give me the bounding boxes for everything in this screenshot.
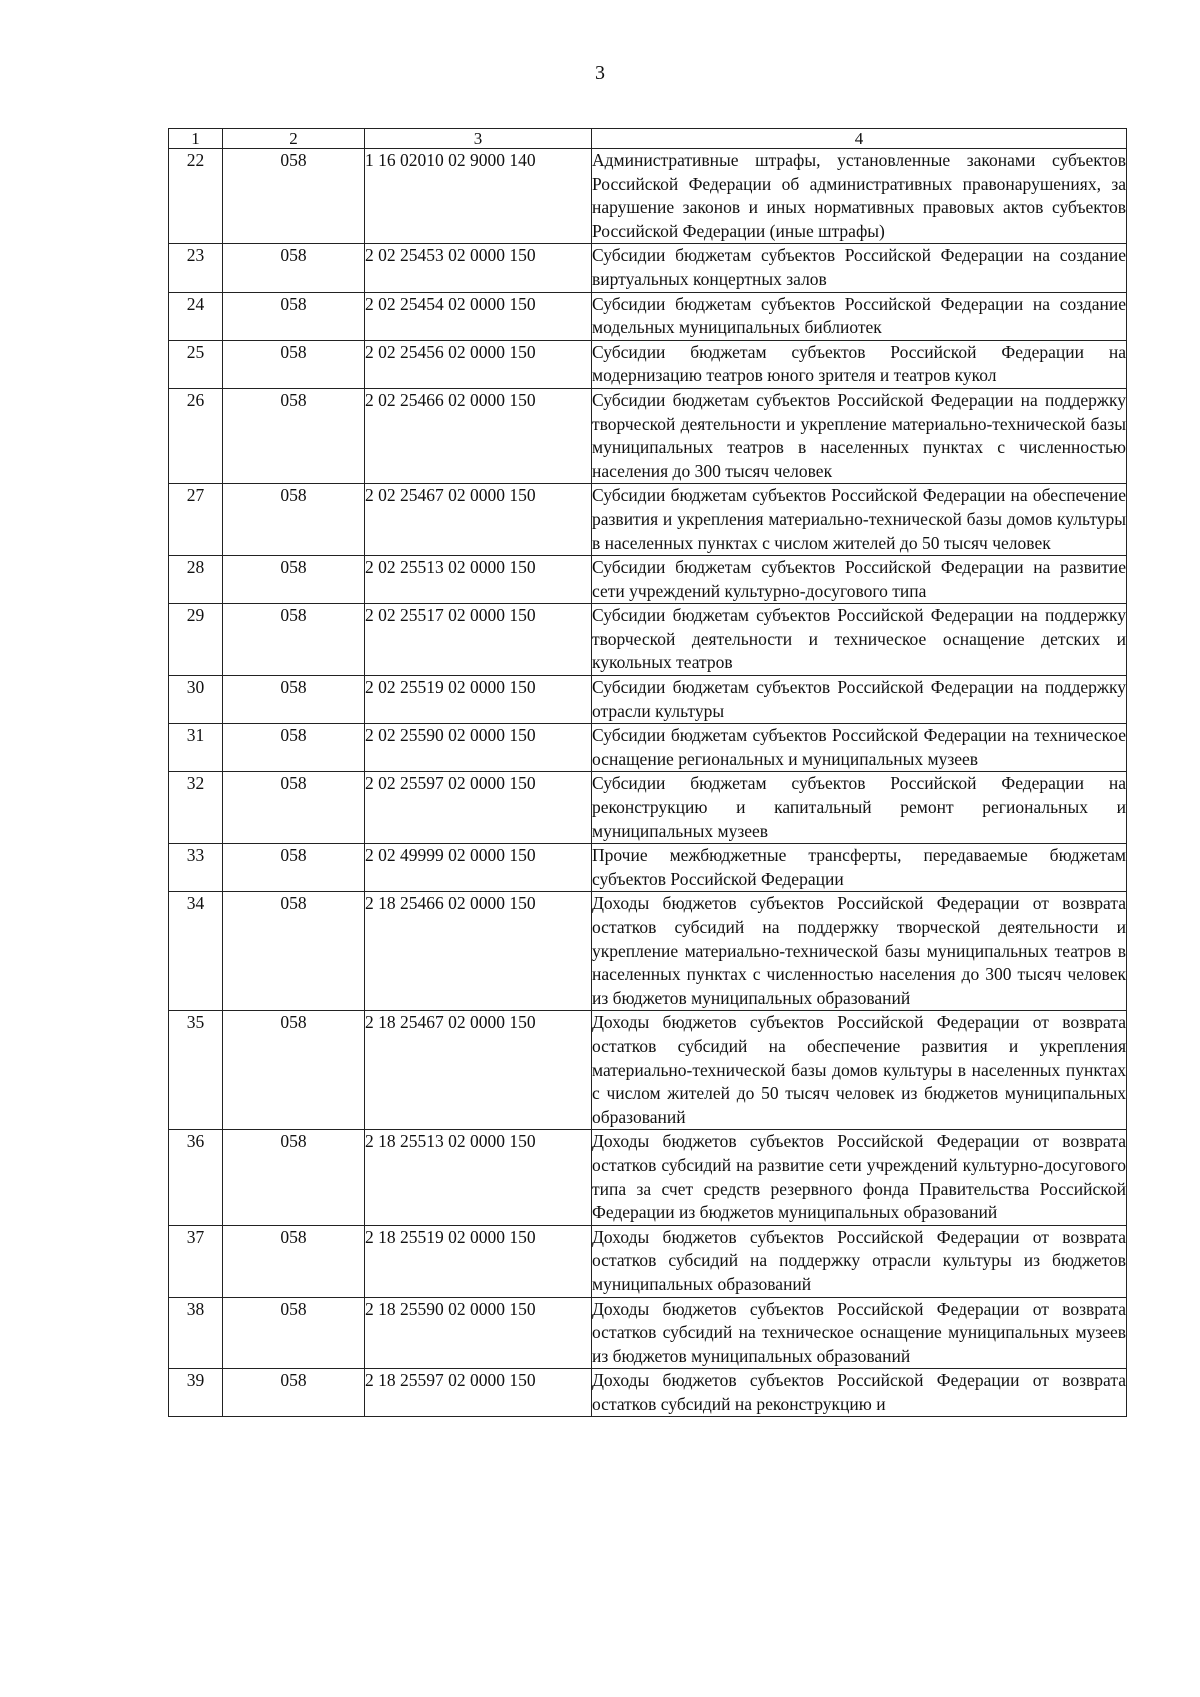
admin-code: 058 <box>223 388 365 483</box>
budget-classification-code: 2 18 25519 02 0000 150 <box>365 1225 592 1297</box>
revenue-name: Субсидии бюджетам субъектов Российской Федерации на реконструкцию и капитальный ремонт региональных и муниципальных музеев <box>592 772 1127 844</box>
row-number: 23 <box>169 244 223 292</box>
row-number: 39 <box>169 1369 223 1417</box>
revenue-name: Доходы бюджетов субъектов Российской Федерации от возврата остатков субсидий на техническое оснащение муниципальных музеев из бюджетов муниципальных образований <box>592 1297 1127 1369</box>
table-row <box>169 484 1127 556</box>
admin-code: 058 <box>223 1225 365 1297</box>
budget-classification-code: 2 02 25517 02 0000 150 <box>365 604 592 676</box>
row-number: 25 <box>169 340 223 388</box>
table-row <box>169 556 1127 604</box>
admin-code: 058 <box>223 676 365 724</box>
revenue-name: Субсидии бюджетам субъектов Российской Федерации на техническое оснащение региональных и муниципальных музеев <box>592 724 1127 772</box>
budget-classification-code: 2 02 25519 02 0000 150 <box>365 676 592 724</box>
row-number: 22 <box>169 149 223 244</box>
header-col-4: 4 <box>592 129 1127 149</box>
table-row <box>169 292 1127 340</box>
budget-classification-code: 2 02 25597 02 0000 150 <box>365 772 592 844</box>
table-row <box>169 724 1127 772</box>
row-number: 38 <box>169 1297 223 1369</box>
table-row <box>169 340 1127 388</box>
row-number: 29 <box>169 604 223 676</box>
admin-code: 058 <box>223 340 365 388</box>
budget-classification-code: 2 02 25466 02 0000 150 <box>365 388 592 483</box>
budget-classification-code: 2 02 25454 02 0000 150 <box>365 292 592 340</box>
row-number: 34 <box>169 892 223 1011</box>
admin-code: 058 <box>223 1297 365 1369</box>
budget-classification-code: 2 18 25467 02 0000 150 <box>365 1011 592 1130</box>
revenue-name: Доходы бюджетов субъектов Российской Федерации от возврата остатков субсидий на развитие сети учреждений культурно-досугового типа за счет средств резервного фонда Правительства Российской Федерации из бюджетов муниципальных образований <box>592 1130 1127 1225</box>
admin-code: 058 <box>223 556 365 604</box>
row-number: 35 <box>169 1011 223 1130</box>
header-col-2: 2 <box>223 129 365 149</box>
table-row <box>169 1369 1127 1417</box>
budget-classification-code: 1 16 02010 02 9000 140 <box>365 149 592 244</box>
budget-classification-code: 2 18 25513 02 0000 150 <box>365 1130 592 1225</box>
table-row <box>169 388 1127 483</box>
admin-code: 058 <box>223 604 365 676</box>
table-row <box>169 1297 1127 1369</box>
revenue-name: Доходы бюджетов субъектов Российской Федерации от возврата остатков субсидий на обеспечение развития и укрепления материально-технической базы домов культуры в населенных пунктах с числом жителей до 50 тысяч человек из бюджетов муниципальных образований <box>592 1011 1127 1130</box>
budget-classification-code: 2 18 25590 02 0000 150 <box>365 1297 592 1369</box>
row-number: 33 <box>169 844 223 892</box>
table-row <box>169 244 1127 292</box>
budget-classification-code: 2 02 25590 02 0000 150 <box>365 724 592 772</box>
budget-classification-code: 2 18 25597 02 0000 150 <box>365 1369 592 1417</box>
budget-classification-code: 2 02 25456 02 0000 150 <box>365 340 592 388</box>
admin-code: 058 <box>223 724 365 772</box>
row-number: 36 <box>169 1130 223 1225</box>
header-col-1: 1 <box>169 129 223 149</box>
admin-code: 058 <box>223 1130 365 1225</box>
budget-classification-code: 2 02 25513 02 0000 150 <box>365 556 592 604</box>
revenue-name: Субсидии бюджетам субъектов Российской Федерации на обеспечение развития и укрепления материально-технической базы домов культуры в населенных пунктах с числом жителей до 50 тысяч человек <box>592 484 1127 556</box>
revenue-name: Доходы бюджетов субъектов Российской Федерации от возврата остатков субсидий на реконструкцию и <box>592 1369 1127 1417</box>
table-row <box>169 1011 1127 1130</box>
page-number: 3 <box>595 62 605 84</box>
admin-code: 058 <box>223 1369 365 1417</box>
admin-code: 058 <box>223 292 365 340</box>
header-col-3: 3 <box>365 129 592 149</box>
table-row <box>169 1130 1127 1225</box>
header-row <box>169 129 1127 149</box>
revenue-name: Субсидии бюджетам субъектов Российской Федерации на модернизацию театров юного зрителя и театров кукол <box>592 340 1127 388</box>
admin-code: 058 <box>223 772 365 844</box>
admin-code: 058 <box>223 484 365 556</box>
revenue-name: Доходы бюджетов субъектов Российской Федерации от возврата остатков субсидий на поддержку отрасли культуры из бюджетов муниципальных образований <box>592 1225 1127 1297</box>
table-row <box>169 844 1127 892</box>
row-number: 24 <box>169 292 223 340</box>
row-number: 30 <box>169 676 223 724</box>
row-number: 37 <box>169 1225 223 1297</box>
row-number: 28 <box>169 556 223 604</box>
row-number: 32 <box>169 772 223 844</box>
admin-code: 058 <box>223 844 365 892</box>
revenue-name: Субсидии бюджетам субъектов Российской Федерации на создание виртуальных концертных залов <box>592 244 1127 292</box>
table-row <box>169 149 1127 244</box>
budget-classification-code: 2 02 25453 02 0000 150 <box>365 244 592 292</box>
revenue-name: Доходы бюджетов субъектов Российской Федерации от возврата остатков субсидий на поддержку творческой деятельности и укрепление материально-технической базы муниципальных театров в населенных пунктах с численностью населения до 300 тысяч человек из бюджетов муниципальных образований <box>592 892 1127 1011</box>
table-row <box>169 772 1127 844</box>
admin-code: 058 <box>223 892 365 1011</box>
budget-classification-code: 2 02 25467 02 0000 150 <box>365 484 592 556</box>
revenue-name: Субсидии бюджетам субъектов Российской Федерации на развитие сети учреждений культурно-досугового типа <box>592 556 1127 604</box>
row-number: 26 <box>169 388 223 483</box>
revenue-name: Субсидии бюджетам субъектов Российской Федерации на поддержку творческой деятельности и техническое оснащение детских и кукольных театров <box>592 604 1127 676</box>
revenue-name: Субсидии бюджетам субъектов Российской Федерации на поддержку творческой деятельности и укрепление материально-технической базы муниципальных театров в населенных пунктах с численностью населения до 300 тысяч человек <box>592 388 1127 483</box>
table-row <box>169 1225 1127 1297</box>
revenue-name: Административные штрафы, установленные законами субъектов Российской Федерации об административных правонарушениях, за нарушение законов и иных нормативных правовых актов субъектов Российской Федерации (иные штрафы) <box>592 149 1127 244</box>
table-row <box>169 676 1127 724</box>
revenue-name: Субсидии бюджетам субъектов Российской Федерации на создание модельных муниципальных библиотек <box>592 292 1127 340</box>
row-number: 27 <box>169 484 223 556</box>
admin-code: 058 <box>223 244 365 292</box>
admin-code: 058 <box>223 1011 365 1130</box>
revenue-name: Субсидии бюджетам субъектов Российской Федерации на поддержку отрасли культуры <box>592 676 1127 724</box>
budget-classification-code: 2 02 49999 02 0000 150 <box>365 844 592 892</box>
budget-classification-code: 2 18 25466 02 0000 150 <box>365 892 592 1011</box>
revenue-name: Прочие межбюджетные трансферты, передаваемые бюджетам субъектов Российской Федерации <box>592 844 1127 892</box>
table-row <box>169 892 1127 1011</box>
row-number: 31 <box>169 724 223 772</box>
admin-code: 058 <box>223 149 365 244</box>
table-row <box>169 604 1127 676</box>
revenue-codes-table <box>168 128 1127 1417</box>
